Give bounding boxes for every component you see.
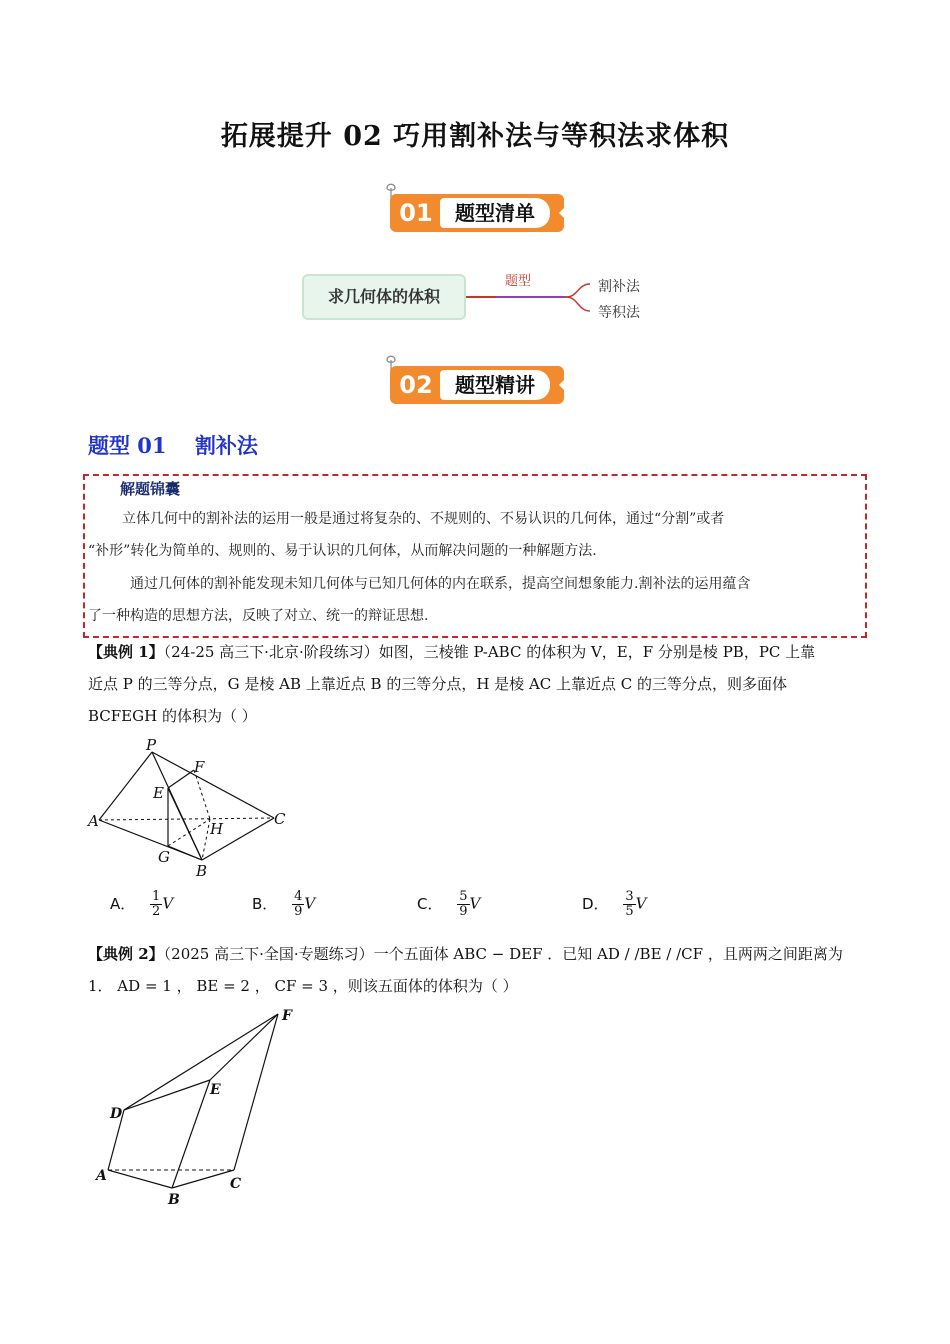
question-2-line: [88, 938, 868, 970]
vertex-label: A: [88, 812, 99, 830]
option-b[interactable]: B． $\frac{4}{9}$ V: [252, 889, 316, 919]
banner-number: 02: [399, 371, 433, 399]
question-2-line: 1． AD = 1 ， BE = 2 ， CF = 3 ，则该五面体的体积为（ ）: [88, 977, 518, 995]
section-banner-01: [384, 188, 566, 234]
tip-paragraph-line: “补形”转化为简单的、规则的、易于认识的几何体，从而解决问题的一种解题方法.: [88, 543, 597, 559]
question-tag: 【典例 1】: [88, 643, 164, 661]
banner-label: 题型清单: [440, 198, 550, 228]
option-d[interactable]: D． $\frac{3}{5}$ V: [582, 889, 647, 919]
section-heading: 题型 01 割补法: [88, 433, 258, 458]
vertex-label: G: [158, 848, 170, 866]
mindmap-leaf: 等积法: [598, 305, 640, 321]
question-1-line: [88, 636, 868, 668]
page-title: 拓展提升 02 巧用割补法与等积法求体积: [220, 121, 730, 152]
vertex-label: B: [168, 1192, 180, 1208]
section-banner-02: [384, 360, 566, 406]
tip-paragraph-line: 通过几何体的割补能发现未知几何体与已知几何体的内在联系，提高空间想象能力.割补法的运用蕴含: [130, 576, 751, 592]
tip-title: 解题锦囊: [120, 480, 181, 498]
tip-paragraph-line: 立体几何中的割补法的运用一般是通过将复杂的、不规则的、不易认识的几何体，通过“分割”或者: [122, 511, 725, 527]
question-1-line: BCFEGH 的体积为（ ）: [88, 707, 257, 725]
vertex-label: B: [196, 862, 208, 880]
question-text: （2025 高三下·全国·专题练习）一个五面体 ABC − DEF ．已知 AD / /BE / /CF ，且两两之间距离为: [163, 945, 843, 963]
question-1-line: 近点 P 的三等分点，G 是棱 AB 上靠近点 B 的三等分点，H 是棱 AC 上靠近点 C 的三等分点，则多面体: [88, 675, 788, 693]
mindmap-root: 求几何体的体积: [302, 274, 466, 320]
vertex-label: H: [210, 820, 224, 838]
mindmap-leaf: 割补法: [598, 279, 640, 295]
question-text: （24-25 高三下·北京·阶段练习）如图，三棱锥 P-ABC 的体积为 V，E，F 分别是棱 PB，PC 上靠: [163, 643, 816, 661]
vertex-label: P: [146, 736, 157, 754]
tip-paragraph-line: 了一种构造的思想方法，反映了对立、统一的辩证思想.: [88, 608, 429, 624]
vertex-label: E: [153, 784, 164, 802]
vertex-label: E: [210, 1082, 221, 1098]
vertex-label: F: [194, 758, 205, 776]
vertex-label: C: [274, 810, 286, 828]
banner-label: 题型精讲: [440, 370, 550, 400]
vertex-label: F: [282, 1008, 292, 1024]
question-tag: 【典例 2】: [88, 945, 164, 963]
option-c[interactable]: C． $\frac{5}{9}$ V: [417, 889, 481, 919]
pentahedron-figure: [92, 1004, 302, 1210]
banner-number: 01: [399, 199, 433, 227]
vertex-label: A: [96, 1168, 107, 1184]
pyramid-figure: [84, 734, 294, 882]
option-a[interactable]: A． $\frac{1}{2}$ V: [110, 889, 174, 919]
mindmap-relation-label: 题型: [505, 274, 532, 289]
vertex-label: D: [110, 1106, 123, 1122]
vertex-label: C: [230, 1176, 242, 1192]
